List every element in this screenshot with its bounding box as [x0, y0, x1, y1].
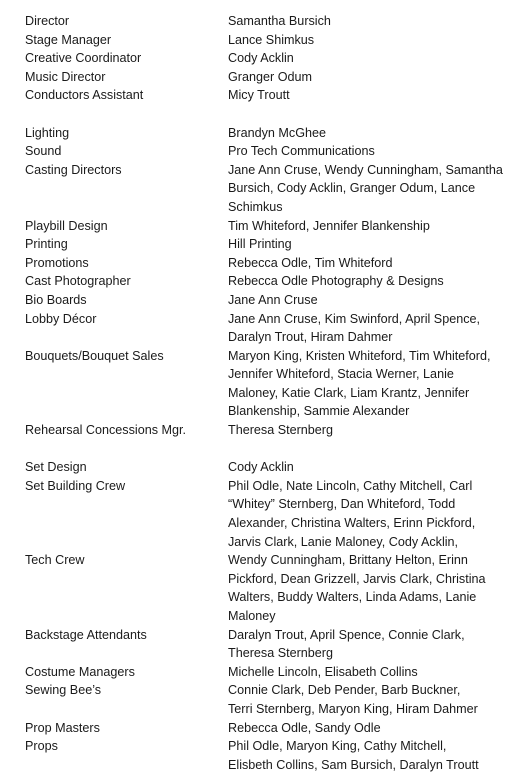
credit-role: Backstage Attendants	[25, 627, 147, 642]
credit-row	[25, 626, 513, 663]
credit-names-line: Connie Clark, Deb Pender, Barb Buckner,	[228, 683, 461, 698]
credit-row	[25, 272, 513, 291]
credit-names	[228, 291, 513, 310]
credit-names-line: Rebecca Odle, Sandy Odle	[228, 720, 381, 735]
credit-row	[25, 142, 513, 161]
credit-names	[228, 272, 513, 291]
credit-names-line: Daralyn Trout, April Spence, Connie Clark,	[228, 627, 465, 642]
credit-names-line: Alexander, Christina Walters, Erinn Pickford,	[228, 516, 476, 531]
credit-names	[228, 737, 513, 774]
credit-names	[228, 217, 513, 236]
credit-row	[25, 477, 513, 551]
credit-role: Casting Directors	[25, 162, 122, 177]
credit-row	[25, 347, 513, 421]
credit-names	[228, 663, 513, 682]
credit-role: Director	[25, 14, 70, 28]
credit-names-line: Walters, Buddy Walters, Linda Adams, Lanie	[228, 590, 477, 605]
credit-role: Set Design	[25, 460, 87, 475]
credit-row	[25, 86, 513, 105]
credit-names	[228, 12, 513, 31]
credit-row	[25, 254, 513, 273]
credit-row	[25, 310, 513, 347]
credit-names-line: Granger Odum	[228, 69, 312, 84]
credit-names-line: Phil Odle, Nate Lincoln, Cathy Mitchell, Carl	[228, 478, 473, 493]
credit-names-line: Brandyn McGhee	[228, 125, 327, 140]
credit-row	[25, 49, 513, 68]
credit-names-line: Pickford, Dean Grizzell, Jarvis Clark, Christina	[228, 571, 486, 586]
credit-names-line: Theresa Sternberg	[228, 646, 334, 661]
credit-role: Set Building Crew	[25, 478, 126, 493]
credit-row	[25, 31, 513, 50]
credit-row	[25, 737, 513, 774]
credit-names	[228, 477, 513, 551]
credit-names-line: Maloney, Katie Clark, Liam Krantz, Jennifer	[228, 385, 470, 400]
credit-names-line: Schimkus	[228, 199, 283, 214]
credit-names-line: Blankenship, Sammie Alexander	[228, 404, 410, 419]
credit-role: Music Director	[25, 69, 106, 84]
credit-role: Tech Crew	[25, 553, 85, 568]
credit-row	[25, 421, 513, 440]
credit-row	[25, 161, 513, 217]
credit-names-line: Lance Shimkus	[228, 32, 315, 47]
section-spacer	[25, 440, 513, 459]
credit-role: Sound	[25, 144, 62, 159]
credit-row	[25, 719, 513, 738]
credit-role: Playbill Design	[25, 218, 108, 233]
credit-names-line: Jane Ann Cruse, Kim Swinford, April Spence,	[228, 311, 481, 326]
credit-row	[25, 551, 513, 625]
credit-names-line: Phil Odle, Maryon King, Cathy Mitchell,	[228, 739, 447, 754]
credit-role: Rehearsal Concessions Mgr.	[25, 423, 186, 438]
credit-role: Costume Managers	[25, 664, 135, 679]
credit-row	[25, 124, 513, 143]
credit-names-line: “Whitey” Sternberg, Dan Whiteford, Todd	[228, 497, 456, 512]
credit-names	[228, 235, 513, 254]
credit-role: Printing	[25, 237, 68, 252]
credit-names-line: Elisbeth Collins, Sam Bursich, Daralyn Troutt	[228, 757, 479, 772]
credit-role: Props	[25, 739, 58, 754]
credit-names-line: Samantha Bursich	[228, 14, 331, 28]
credit-names-line: Jennifer Whiteford, Stacia Werner, Lanie	[228, 367, 454, 382]
credit-names-line: Cody Acklin	[228, 460, 294, 475]
credit-names	[228, 421, 513, 440]
credit-names	[228, 626, 513, 663]
credit-role: Stage Manager	[25, 32, 112, 47]
credit-row	[25, 681, 513, 718]
credit-role: Sewing Bee’s	[25, 683, 102, 698]
credit-row	[25, 291, 513, 310]
credit-role: Creative Coordinator	[25, 51, 142, 66]
credit-names-line: Jane Ann Cruse, Wendy Cunningham, Samantha	[228, 162, 503, 177]
credit-names	[228, 142, 513, 161]
credit-row	[25, 217, 513, 236]
credit-names-line: Wendy Cunningham, Brittany Helton, Erinn	[228, 553, 468, 568]
credit-names-line: Jarvis Clark, Lanie Maloney, Cody Acklin,	[228, 534, 459, 549]
credit-names	[228, 458, 513, 477]
credit-names	[228, 254, 513, 273]
credit-names-line: Maryon King, Kristen Whiteford, Tim Whiteford,	[228, 348, 491, 363]
credit-names-line: Hill Printing	[228, 237, 292, 252]
credit-names	[228, 161, 513, 217]
credit-names-line: Micy Troutt	[228, 88, 290, 103]
credit-names	[228, 681, 513, 718]
credit-row	[25, 68, 513, 87]
credit-names-line: Cody Acklin	[228, 51, 294, 66]
credit-role: Cast Photographer	[25, 274, 131, 289]
credit-names-line: Daralyn Trout, Hiram Dahmer	[228, 330, 393, 345]
credit-names-line: Tim Whiteford, Jennifer Blankenship	[228, 218, 430, 233]
credit-role: Lobby Décor	[25, 311, 97, 326]
credit-names	[228, 719, 513, 738]
credit-names-line: Rebecca Odle, Tim Whiteford	[228, 255, 393, 270]
credit-role: Prop Masters	[25, 720, 100, 735]
credit-names	[228, 124, 513, 143]
credit-names-line: Pro Tech Communications	[228, 144, 375, 159]
credit-row	[25, 458, 513, 477]
credit-row	[25, 12, 513, 31]
credit-names-line: Bursich, Cody Acklin, Granger Odum, Lance	[228, 181, 476, 196]
credit-names-line: Michelle Lincoln, Elisabeth Collins	[228, 664, 418, 679]
credit-names	[228, 310, 513, 347]
credit-role: Bouquets/Bouquet Sales	[25, 348, 164, 363]
credit-names-line: Theresa Sternberg	[228, 423, 334, 438]
credit-names-line: Maloney	[228, 609, 276, 623]
credit-names	[228, 86, 513, 105]
credit-names	[228, 551, 513, 625]
credit-row	[25, 663, 513, 682]
credit-names-line: Jane Ann Cruse	[228, 292, 318, 307]
credit-role: Promotions	[25, 255, 89, 270]
credit-names	[228, 68, 513, 87]
credit-role: Conductors Assistant	[25, 88, 144, 103]
credit-names-line: Terri Sternberg, Maryon King, Hiram Dahmer	[228, 701, 478, 716]
credit-row	[25, 235, 513, 254]
credit-role: Bio Boards	[25, 292, 87, 307]
section-spacer	[25, 105, 513, 124]
credit-names-line: Rebecca Odle Photography & Designs	[228, 274, 444, 289]
credit-names	[228, 31, 513, 50]
credit-names	[228, 49, 513, 68]
credits-list	[25, 12, 513, 774]
credit-role: Lighting	[25, 125, 70, 140]
credit-names	[228, 347, 513, 421]
